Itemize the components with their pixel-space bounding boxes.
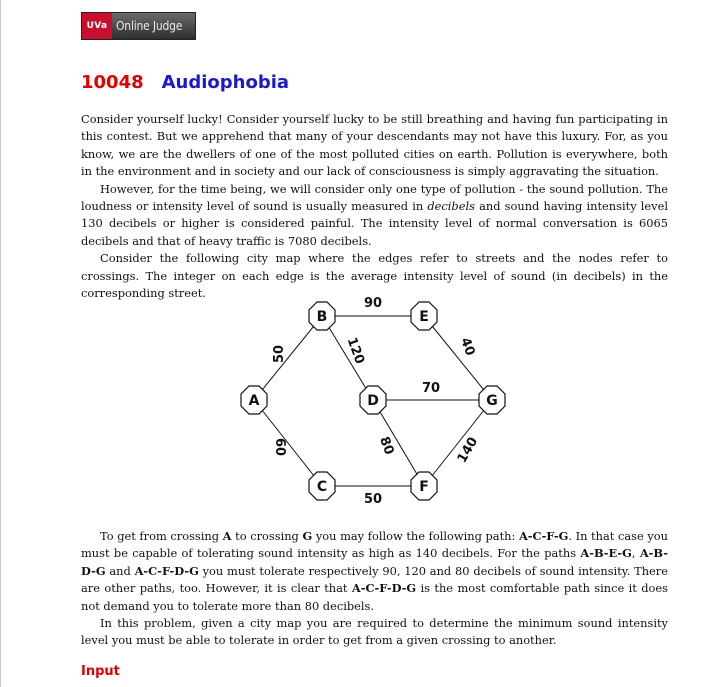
- edge-label-d-g: 70: [421, 381, 441, 396]
- edge-label-c-f: 50: [363, 492, 383, 507]
- decibels-emphasis: decibels: [427, 199, 475, 214]
- path-acfdg: A-C-F-D-G: [351, 581, 417, 596]
- edge-label-b-e: 90: [363, 296, 383, 311]
- explain-text: ,: [631, 546, 640, 561]
- edge-label-d-f: 80: [376, 434, 397, 457]
- input-section-heading: Input: [81, 664, 120, 679]
- explain-text: is the most comfortable path since it does not demand you to tolerate more than 80 decibels.: [81, 581, 668, 613]
- crossing-g: G: [302, 529, 313, 543]
- explain-text: . In that case you must be capable of tolerating sound intensity as high as 140 decibels. For the paths: [81, 529, 668, 561]
- node-c: C: [316, 479, 328, 495]
- node-g: G: [486, 393, 498, 409]
- path-acfg: A-C-F-G: [518, 529, 569, 543]
- edge-label-f-g: 140: [454, 434, 482, 466]
- node-e: E: [419, 309, 429, 325]
- node-f: F: [419, 479, 429, 495]
- edge-label-e-g: 40: [457, 335, 478, 358]
- path-abdg: A-B-D-G: [81, 546, 668, 578]
- intro-paragraph-1: Consider yourself lucky! Consider yourself lucky to be still breathing and having fun participating in this contest. But we apprehend that many of your descendants may not have this luxury. For, as you know, we are the dwellers of one of the most polluted cities on earth. Pollution is everywhere, both in the environment and in society and our lack of consciousness is simply aggravating the situation.: [81, 112, 668, 179]
- intro-paragraph-2: [81, 181, 668, 251]
- intro-paragraph-3: Consider the following city map where the edges refer to streets and the nodes refer to crossings. The integer on each edge is the average intensity level of sound (in decibels) in the corresponding street.: [81, 251, 668, 301]
- intro-p2-text-b: and sound having intensity level 130 decibels or higher is considered painful. The intensity level of normal conversation is 6065 decibels and that of heavy traffic is 7080 decibels.: [81, 199, 668, 248]
- explain-text: you must tolerate respectively 90, 120 and 80 decibels of sound intensity. There are other paths, too. However, it is clear that: [81, 563, 668, 596]
- node-a: A: [248, 393, 260, 409]
- explanation-paragraph-1: [81, 528, 668, 615]
- city-map-graph: [225, 292, 515, 512]
- path-acfdg: A-C-F-D-G: [134, 563, 199, 578]
- path-abeg: A-B-E-G: [580, 546, 632, 561]
- explain-text: to crossing: [231, 529, 303, 543]
- edge-a-c: [254, 400, 322, 486]
- edge-a-b: [254, 316, 322, 400]
- explain-text: To get from crossing: [100, 529, 223, 543]
- problem-title: [81, 72, 289, 93]
- explanation-paragraph-2: In this problem, given a city map you are required to determine the minimum sound intensity level you must be able to tolerate in order to get from a given crossing to another.: [81, 616, 668, 648]
- edge-label-b-d: 120: [343, 335, 367, 367]
- edge-label-a-b: 50: [272, 344, 287, 364]
- edge-label-a-c: 60: [272, 437, 287, 457]
- node-b: B: [316, 309, 328, 325]
- uva-online-judge-logo[interactable]: [81, 12, 196, 40]
- explanation-text: [81, 528, 668, 650]
- page-left-border: [0, 0, 1, 687]
- uva-logo-badge: UVa: [82, 13, 112, 39]
- intro-p2-text-a: However, for the time being, we will consider only one type of pollution - the sound pollution. The loudness or intensity level of sound is usually measured in: [81, 181, 668, 214]
- node-d: D: [367, 393, 379, 409]
- explain-text: and: [105, 563, 135, 578]
- crossing-a: A: [222, 529, 232, 543]
- problem-number: 10048: [81, 72, 144, 93]
- edge-f-g: [424, 400, 492, 486]
- intro-text: [81, 111, 668, 302]
- problem-name: Audiophobia: [161, 72, 290, 93]
- explain-text: you may follow the following path:: [312, 529, 519, 543]
- logo-text: Online Judge: [116, 19, 183, 33]
